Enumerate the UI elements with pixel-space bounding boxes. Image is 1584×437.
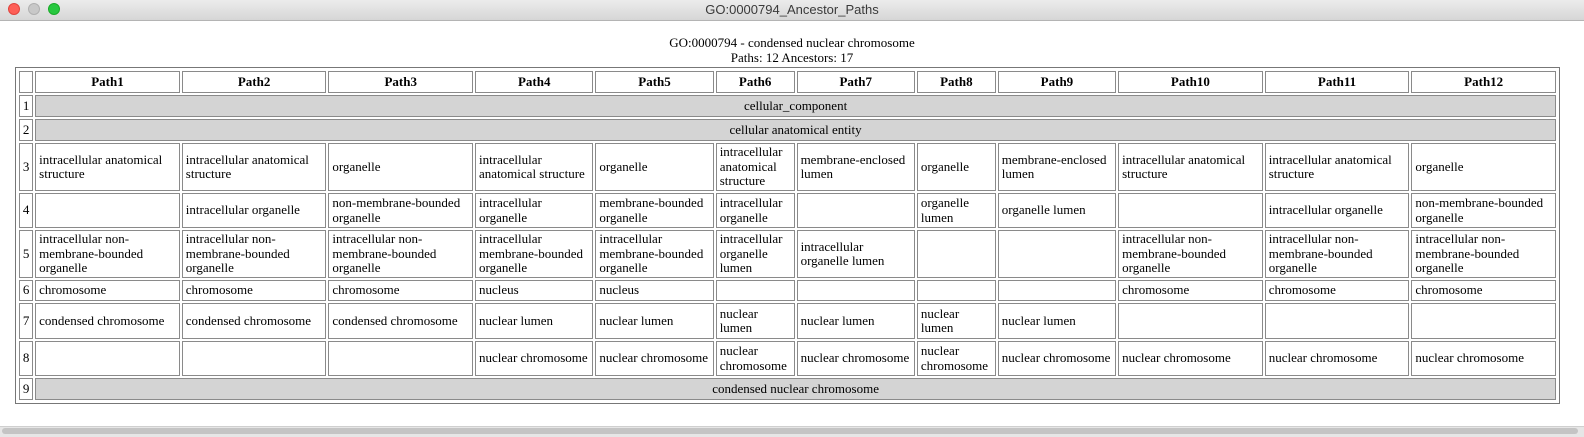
path-cell: organelle [595, 143, 713, 191]
path-cell [1411, 303, 1556, 339]
path-cell: nuclear lumen [917, 303, 996, 339]
column-header-path5: Path5 [595, 71, 713, 93]
path-cell: intracellular anatomical structure [1265, 143, 1410, 191]
path-cell: chromosome [182, 280, 327, 301]
column-header-path9: Path9 [998, 71, 1116, 93]
path-cell: intracellular organelle [182, 193, 327, 228]
path-cell: membrane-bounded organelle [595, 193, 713, 228]
path-cell: nuclear chromosome [917, 341, 996, 376]
path-cell: intracellular non-membrane-bounded organelle [1118, 230, 1263, 278]
row-number: 6 [19, 280, 33, 301]
path-cell: intracellular organelle [1265, 193, 1410, 228]
path-cell: nucleus [595, 280, 713, 301]
path-cell: membrane-enclosed lumen [797, 143, 915, 191]
path-cell: chromosome [1265, 280, 1410, 301]
path-cell: intracellular organelle [716, 193, 795, 228]
path-cell [797, 280, 915, 301]
path-cell: nuclear chromosome [998, 341, 1116, 376]
column-header-path12: Path12 [1411, 71, 1556, 93]
ancestor-paths-table-container [15, 67, 1560, 404]
row-number: 5 [19, 230, 33, 278]
path-cell: nuclear chromosome [595, 341, 713, 376]
path-cell [35, 193, 180, 228]
path-cell [35, 341, 180, 376]
path-cell: intracellular anatomical structure [35, 143, 180, 191]
table-row [19, 280, 1556, 301]
path-cell [998, 230, 1116, 278]
path-cell [917, 230, 996, 278]
path-cell: nuclear lumen [998, 303, 1116, 339]
table-row [19, 95, 1556, 117]
term-title: GO:0000794 - condensed nuclear chromosome [669, 35, 915, 50]
path-cell: nuclear lumen [595, 303, 713, 339]
path-cell: intracellular organelle [475, 193, 593, 228]
path-cell [1265, 303, 1410, 339]
table-row [19, 303, 1556, 339]
column-header-path8: Path8 [917, 71, 996, 93]
path-cell: condensed chromosome [35, 303, 180, 339]
path-cell: intracellular organelle lumen [797, 230, 915, 278]
shared-ancestor-cell: condensed nuclear chromosome [35, 378, 1556, 400]
row-number: 9 [19, 378, 33, 400]
table-row [19, 193, 1556, 228]
path-cell [1118, 303, 1263, 339]
path-cell: intracellular non-membrane-bounded organelle [35, 230, 180, 278]
table-row [19, 119, 1556, 141]
column-header-path2: Path2 [182, 71, 327, 93]
path-cell: nuclear chromosome [1118, 341, 1263, 376]
shared-ancestor-cell: cellular anatomical entity [35, 119, 1556, 141]
path-cell [998, 280, 1116, 301]
path-cell: nuclear chromosome [716, 341, 795, 376]
path-cell: nuclear lumen [716, 303, 795, 339]
path-cell: intracellular non-membrane-bounded organelle [328, 230, 473, 278]
path-cell: organelle [917, 143, 996, 191]
column-header-path10: Path10 [1118, 71, 1263, 93]
path-cell: organelle lumen [917, 193, 996, 228]
column-header-path1: Path1 [35, 71, 180, 93]
path-cell: non-membrane-bounded organelle [328, 193, 473, 228]
shared-ancestor-cell: cellular_component [35, 95, 1556, 117]
path-cell: nucleus [475, 280, 593, 301]
ancestor-paths-table [17, 69, 1558, 402]
path-cell: intracellular anatomical structure [1118, 143, 1263, 191]
path-cell: intracellular anatomical structure [716, 143, 795, 191]
path-cell: chromosome [1118, 280, 1263, 301]
row-number: 2 [19, 119, 33, 141]
header-row [19, 71, 1556, 93]
path-cell: nuclear lumen [797, 303, 915, 339]
path-cell: nuclear chromosome [797, 341, 915, 376]
path-cell: organelle [328, 143, 473, 191]
corner-cell [19, 71, 33, 93]
column-header-path11: Path11 [1265, 71, 1410, 93]
table-row [19, 230, 1556, 278]
path-cell [797, 193, 915, 228]
path-cell: condensed chromosome [328, 303, 473, 339]
horizontal-scrollbar-thumb[interactable] [2, 428, 1578, 434]
window-titlebar[interactable] [0, 0, 1584, 21]
row-number: 8 [19, 341, 33, 376]
page-header [0, 35, 1584, 65]
path-cell: nuclear lumen [475, 303, 593, 339]
column-header-path6: Path6 [716, 71, 795, 93]
path-cell: non-membrane-bounded organelle [1411, 193, 1556, 228]
table-row [19, 378, 1556, 400]
path-cell: intracellular non-membrane-bounded organelle [182, 230, 327, 278]
column-header-path3: Path3 [328, 71, 473, 93]
path-cell [328, 341, 473, 376]
path-cell: organelle lumen [998, 193, 1116, 228]
path-cell [1118, 193, 1263, 228]
path-cell: membrane-enclosed lumen [998, 143, 1116, 191]
path-cell: intracellular membrane-bounded organelle [595, 230, 713, 278]
path-cell: nuclear chromosome [1265, 341, 1410, 376]
path-cell: intracellular anatomical structure [475, 143, 593, 191]
column-header-path7: Path7 [797, 71, 915, 93]
path-cell: nuclear chromosome [1411, 341, 1556, 376]
path-cell: intracellular non-membrane-bounded organelle [1411, 230, 1556, 278]
path-cell: organelle [1411, 143, 1556, 191]
table-row [19, 143, 1556, 191]
path-cell: intracellular non-membrane-bounded organelle [1265, 230, 1410, 278]
row-number: 4 [19, 193, 33, 228]
path-cell [182, 341, 327, 376]
table-row [19, 341, 1556, 376]
path-cell [917, 280, 996, 301]
path-cell: chromosome [35, 280, 180, 301]
column-header-path4: Path4 [475, 71, 593, 93]
row-number: 3 [19, 143, 33, 191]
row-number: 1 [19, 95, 33, 117]
path-cell: chromosome [1411, 280, 1556, 301]
window-title: GO:0000794_Ancestor_Paths [705, 2, 879, 17]
path-cell: nuclear chromosome [475, 341, 593, 376]
path-cell: intracellular membrane-bounded organelle [475, 230, 593, 278]
path-cell: intracellular organelle lumen [716, 230, 795, 278]
path-cell: chromosome [328, 280, 473, 301]
path-cell [716, 280, 795, 301]
path-cell: intracellular anatomical structure [182, 143, 327, 191]
row-number: 7 [19, 303, 33, 339]
paths-summary: Paths: 12 Ancestors: 17 [730, 50, 854, 65]
path-cell: condensed chromosome [182, 303, 327, 339]
